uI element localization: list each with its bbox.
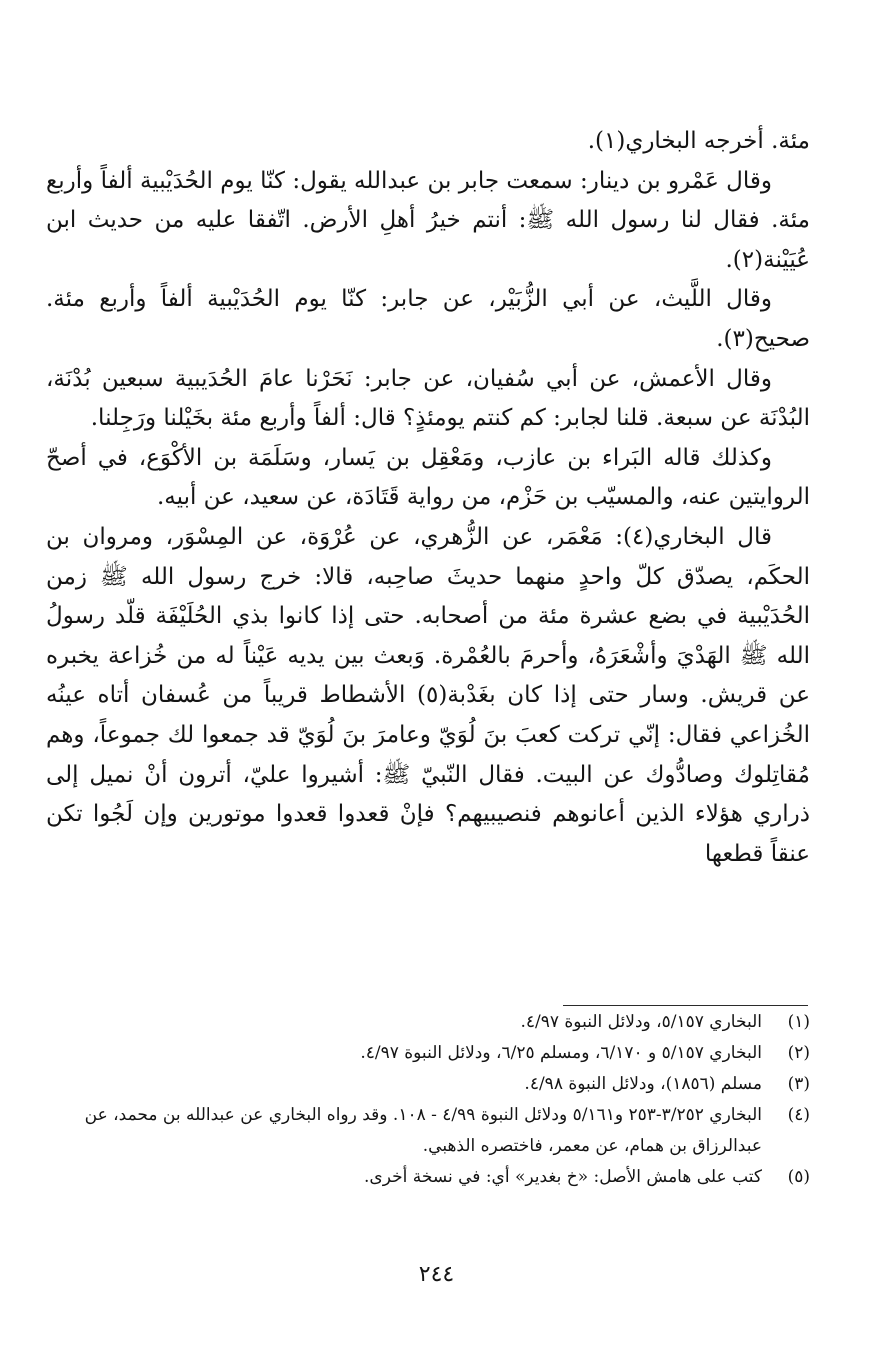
footnote-3 <box>40 1069 810 1100</box>
footnote-2 <box>40 1038 810 1069</box>
footnote-text: مسلم (١٨٥٦)، ودلائل النبوة ٤/٩٨. <box>524 1074 762 1094</box>
paragraph-6-bukhari-narration: قال البخاري(٤): مَعْمَر، عن الزُّهري، عن عُرْوَة، عن المِسْوَر، ومروان بن الحكَم، يصدّق كلّ واحدٍ منهما حديثَ صاحِبه، قالا: خرج رسول الله ﷺ زمن الحُدَيْبية في بضع عشرة مئة من أصحابه. حتى إذا كانوا بذي الحُلَيْفَة قلّد رسولُ الله ﷺ الهَدْيَ وأشْعَرَهُ، وأحرمَ بالعُمْرة. وَبعث بين يديه عَيْناً له من خُزاعة يخبره عن قريش. وسار حتى إذا كان بغَدْبة(٥) الأشطاط قريباً من عُسفان أتاه عينُه الخُزاعي فقال: إنّي تركت كعبَ بنَ لُوَيّ وعامرَ بنَ لُوَيّ قد جمعوا لك جموعاً، وهم مُقاتِلوك وصادُّوك عن البيت. فقال النّبيّ ﷺ: أشيروا عليّ، أترون أنْ نميل إلى ذراري هؤلاء الذين أعانوهم فنصيبيهم؟ فإنْ قعدوا قعدوا موتورين وإن لَجُوا تكن عنقاً قطعها <box>46 523 810 867</box>
paragraph-1-continuation: مئة. أخرجه البخاري(١). <box>587 128 810 154</box>
footnote-number: (١) <box>787 1012 810 1032</box>
footnote-divider <box>563 1005 808 1006</box>
footnote-4 <box>40 1100 810 1162</box>
footnote-number: (٥) <box>787 1167 810 1187</box>
footnotes <box>40 1007 810 1193</box>
footnote-text: البخاري ٥/١٥٧، ودلائل النبوة ٤/٩٧. <box>520 1012 762 1032</box>
footnote-number: (٤) <box>787 1105 810 1125</box>
footnote-5 <box>40 1162 810 1193</box>
paragraph-3-al-layth: وقال اللَّيث، عن أبي الزُّبَيْر، عن جابر: كنّا يوم الحُدَيْبية ألفاً وأربع مئة. صحيح(٣). <box>46 286 810 352</box>
footnote-text: كتب على هامش الأصل: «خ بغدير» أي: في نسخة أخرى. <box>364 1167 762 1187</box>
footnote-number: (٣) <box>787 1074 810 1094</box>
main-text <box>46 122 810 874</box>
page-number: ٢٤٤ <box>418 1262 455 1287</box>
footnote-text: البخاري ٣/٢٥٢-٢٥٣ و٥/١٦١ ودلائل النبوة ٤/٩٩ - ١٠٨. وقد رواه البخاري عن عبدالله بن محمد، عن عبدالرزاق بن همام، عن معمر، فاختصره الذهبي. <box>84 1105 762 1156</box>
paragraph-2-amr-ibn-dinar: وقال عَمْرو بن دينار: سمعت جابر بن عبدالله يقول: كنّا يوم الحُدَيْبية ألفاً وأربع مئة. فقال لنا رسول الله ﷺ: أنتم خيرُ أهلِ الأرض. اتّفقا عليه من حديث ابن عُيَيْنة(٢). <box>46 167 810 273</box>
paragraph-4-al-amash: وقال الأعمش، عن أبي سُفيان، عن جابر: نَحَرْنا عامَ الحُدَيبية سبعين بُدْنَة، البُدْنَة عن سبعة. قلنا لجابر: كم كنتم يومئذٍ؟ قال: ألفاً وأربع مئة بخَيْلنا ورَجِلنا. <box>46 365 810 432</box>
footnote-number: (٢) <box>787 1043 810 1063</box>
footnote-1 <box>40 1007 810 1038</box>
paragraph-5-al-baraa: وكذلك قاله البَراء بن عازب، ومَعْقِل بن يَسار، وسَلَمَة بن الأكْوَع، في أصحّ الروايتين عنه، والمسيّب بن حَزْم، من رواية قَتَادَة، عن سعيد، عن أبيه. <box>46 444 810 511</box>
footnote-text: البخاري ٥/١٥٧ و ٦/١٧٠، ومسلم ٦/٢٥، ودلائل النبوة ٤/٩٧. <box>360 1043 762 1063</box>
